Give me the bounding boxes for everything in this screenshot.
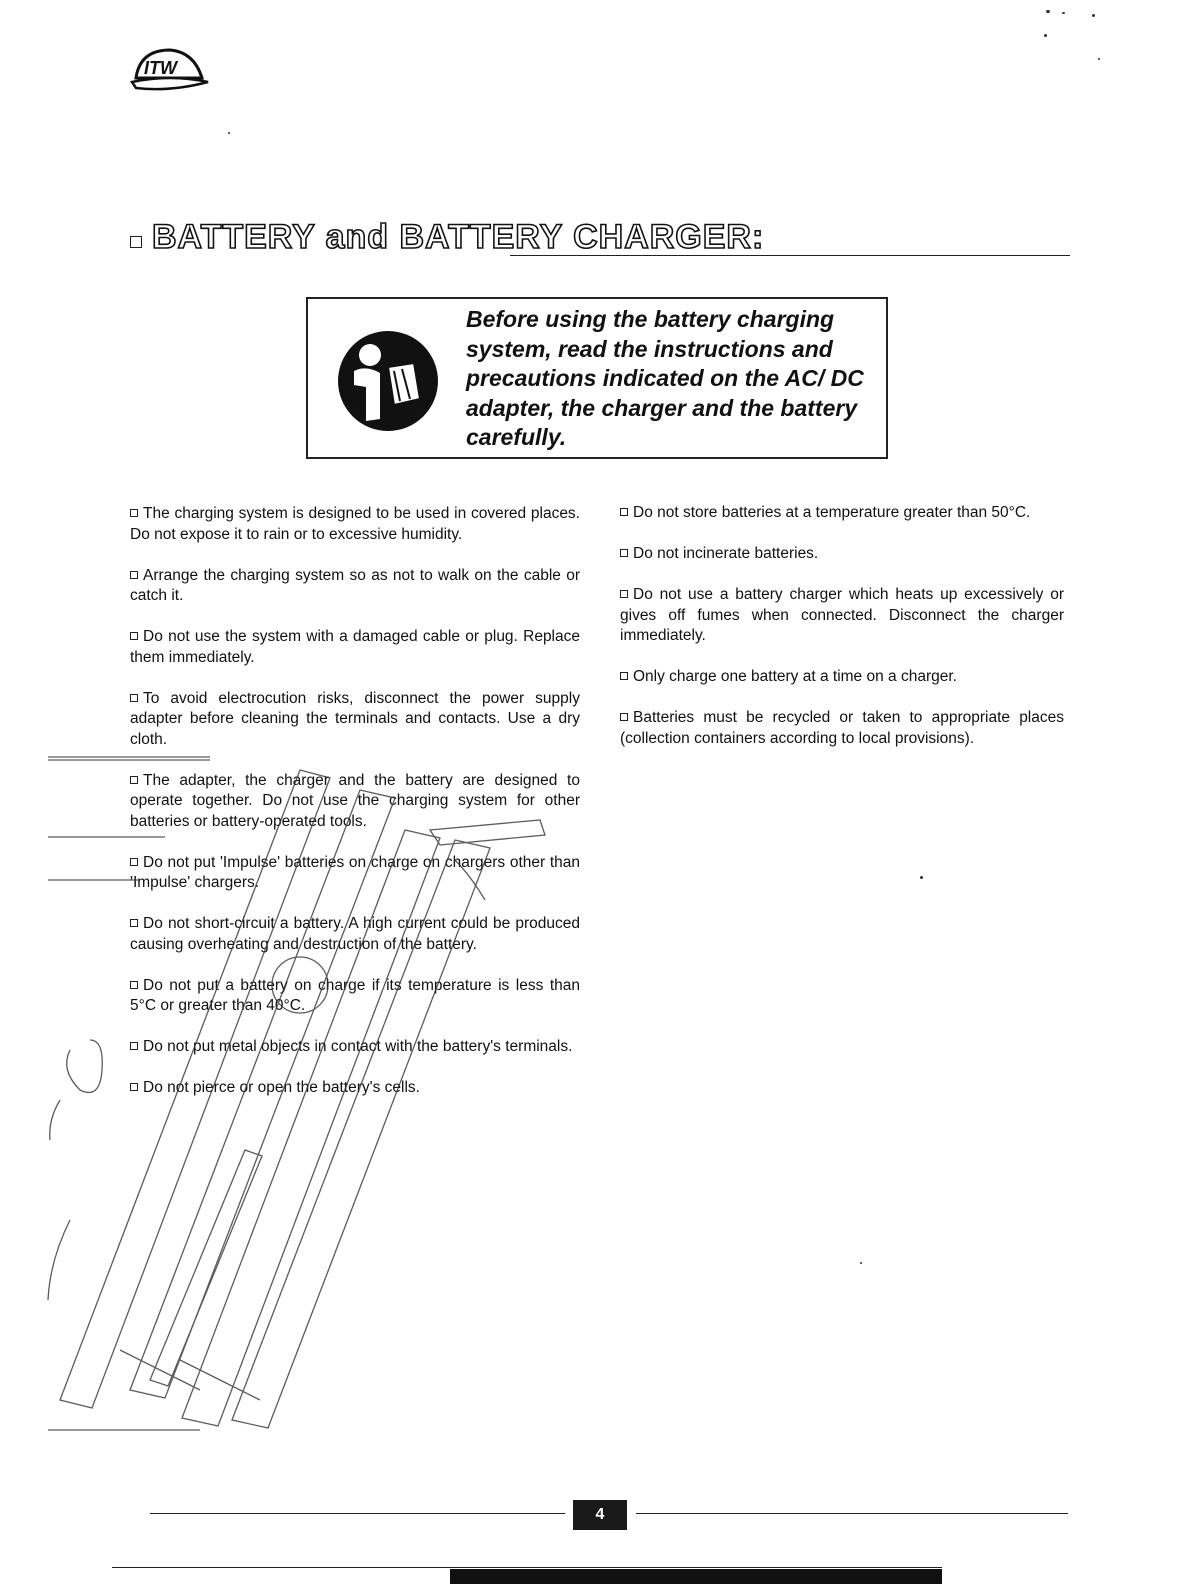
list-item [620,544,1064,565]
bullet-icon [620,672,628,680]
list-item [130,771,580,833]
bullet-icon [130,981,138,989]
list-item-text: Do not short-circuit a battery. A high current could be produced causing overheating and destruction of the battery. [130,915,580,953]
section-heading [130,218,1070,260]
list-item [130,976,580,1017]
footer-rule-left [150,1513,565,1514]
bullet-icon [130,571,138,579]
list-item-text: Do not put a battery on charge if its temperature is less than 5°C or greater than 40°C. [130,976,580,1014]
heading-bullet-icon [130,236,142,248]
list-item [130,566,580,607]
logo-text: ITW [144,58,177,78]
list-item [130,1078,580,1099]
left-column [130,504,580,1119]
list-item-text: Do not use a battery charger which heats up excessively or gives off fumes when connected. Disconnect the charger immediately. [620,586,1064,644]
bullet-icon [130,1042,138,1050]
scan-speck [228,132,230,134]
list-item [130,689,580,751]
bullet-icon [130,509,138,517]
read-instructions-icon [336,329,440,433]
list-item [620,708,1064,749]
list-item-text: Do not put 'Impulse' batteries on charge on chargers other than 'Impulse' chargers. [130,853,580,891]
list-item [620,503,1064,524]
list-item [130,853,580,894]
itw-logo [130,44,210,100]
scan-speck [1046,10,1050,13]
bullet-icon [130,1083,138,1091]
list-item-text: Batteries must be recycled or taken to appropriate places (collection containers according to local provisions). [620,709,1064,747]
list-item-text: Arrange the charging system so as not to walk on the cable or catch it. [130,566,580,604]
list-item-text: Only charge one battery at a time on a charger. [633,668,957,685]
warning-box [306,297,888,459]
list-item-text: Do not pierce or open the battery's cells. [143,1079,420,1096]
footer-rule-right [636,1513,1068,1514]
heading-rule [510,255,1070,256]
list-item-text: The adapter, the charger and the battery are designed to operate together. Do not use the charging system for other batteries or battery-operated tools. [130,771,580,830]
bullet-icon [130,919,138,927]
scan-bottom-band [450,1569,942,1584]
bullet-icon [130,694,138,702]
list-item-text: Do not incinerate batteries. [633,545,819,562]
list-item [130,627,580,668]
scan-speck [1062,12,1065,14]
list-item-text: The charging system is designed to be used in covered places. Do not expose it to rain or to excessive humidity. [130,505,580,543]
list-item-text: To avoid electrocution risks, disconnect the power supply adapter before cleaning the terminals and contacts. Use a dry cloth. [130,689,580,748]
right-column [620,503,1064,770]
list-item [620,585,1064,647]
list-item [130,504,580,545]
scan-speck [920,876,923,879]
bullet-icon [130,858,138,866]
list-item-text: Do not store batteries at a temperature greater than 50°C. [633,504,1031,521]
scan-speck [1092,14,1095,17]
list-item [130,1037,580,1058]
list-item-text: Do not put metal objects in contact with the battery's terminals. [143,1038,573,1055]
scan-speck [1044,34,1047,37]
list-item-text: Do not use the system with a damaged cable or plug. Replace them immediately. [130,628,580,666]
bullet-icon [620,713,628,721]
heading-text: BATTERY and BATTERY CHARGER: [152,218,765,256]
bullet-icon [620,508,628,516]
list-item [620,667,1064,688]
warning-text: Before using the battery charging system, read the instructions and precautions indicated on the AC/ DC adapter, the charger and the battery carefully. [466,306,864,450]
list-item [130,914,580,955]
scan-speck [1098,58,1100,60]
bullet-icon [620,549,628,557]
bullet-icon [620,590,628,598]
scan-speck [860,1262,862,1264]
page-number: 4 [573,1500,627,1530]
scan-bottom-line [112,1567,942,1568]
bullet-icon [130,632,138,640]
bullet-icon [130,776,138,784]
